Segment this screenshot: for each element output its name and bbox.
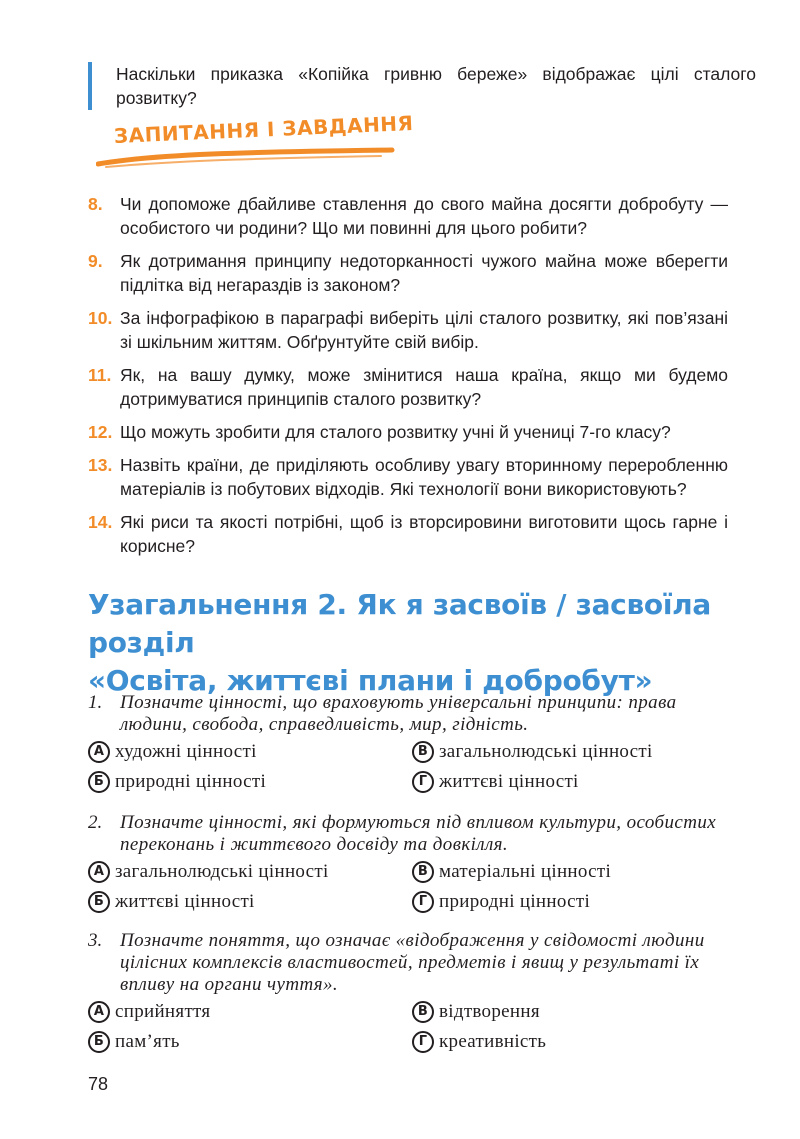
answer-option[interactable]	[88, 1000, 412, 1024]
test-question-text: Позначте поняття, що означає «відображення у свідомості людини цілісних комплексів властивостей, предметів і явищ у результаті їх впливу на органи чуття».	[120, 930, 705, 995]
question-number: 13.	[88, 455, 113, 475]
question-item	[88, 249, 728, 297]
answer-option[interactable]	[88, 890, 412, 914]
question-text: Як дотримання принципу недоторканності чужого майна може вберегти підлітка від негараздів із законом?	[120, 251, 728, 295]
question-number: 9.	[88, 251, 103, 271]
option-text: сприйняття	[115, 1001, 211, 1022]
option-text: креативність	[439, 1031, 547, 1052]
test-question-prompt	[88, 692, 728, 736]
test-question-text: Позначте цінності, які формуються під впливом культури, особистих переконань і життєвого досвіду та довкілля.	[120, 812, 717, 855]
option-text: життєві цінності	[115, 891, 255, 912]
test-question-text: Позначте цінності, що враховують універсальні принципи: права людини, свобода, справедливість, мир, гідність.	[120, 692, 677, 735]
summary-title-line-2: «Освіта, життєві плани і добробут»	[88, 664, 653, 697]
answer-options	[88, 860, 728, 914]
question-item	[88, 192, 728, 240]
answer-option[interactable]	[412, 1030, 728, 1054]
answer-options	[88, 1000, 728, 1054]
question-number: 12.	[88, 422, 113, 442]
answer-option[interactable]	[412, 890, 728, 914]
question-item	[88, 510, 728, 558]
option-text: природні цінності	[115, 771, 267, 792]
answer-option[interactable]	[88, 770, 412, 794]
option-letter-badge: В	[412, 1001, 434, 1023]
callout-text: Наскільки приказка «Копійка гривню береже» відображає цілі сталого розвитку?	[116, 64, 756, 108]
answer-option[interactable]	[412, 860, 728, 884]
option-letter-badge: А	[88, 741, 110, 763]
test-question-prompt	[88, 930, 728, 996]
question-text: За інфографікою в параграфі виберіть цілі сталого розвитку, які пов’язані зі шкільним життям. Обґрунтуйте свій вибір.	[120, 308, 728, 352]
question-item	[88, 420, 728, 444]
test-question-prompt	[88, 812, 728, 856]
page-number: 78	[88, 1074, 109, 1094]
answer-option[interactable]	[88, 1030, 412, 1054]
option-text: життєві цінності	[439, 771, 579, 792]
answer-options	[88, 740, 728, 794]
option-letter-badge: А	[88, 1001, 110, 1023]
answer-option[interactable]	[88, 860, 412, 884]
option-text: природні цінності	[439, 891, 591, 912]
answer-option[interactable]	[412, 770, 728, 794]
test-question-number: 2.	[88, 812, 103, 833]
option-letter-badge: Г	[412, 1031, 434, 1053]
test-question-1	[88, 692, 728, 794]
summary-title-line-1: Узагальнення 2. Як я засвоїв / засвоїла розділ	[88, 588, 711, 659]
question-item	[88, 306, 728, 354]
answer-option[interactable]	[412, 740, 728, 764]
option-letter-badge: В	[412, 741, 434, 763]
question-text: Що можуть зробити для сталого розвитку учні й учениці 7-го класу?	[120, 422, 671, 442]
option-letter-badge: Б	[88, 891, 110, 913]
option-text: відтворення	[439, 1001, 540, 1022]
option-text: пам’ять	[115, 1031, 180, 1052]
option-letter-badge: А	[88, 861, 110, 883]
option-text: художні цінності	[115, 741, 257, 762]
option-letter-badge: В	[412, 861, 434, 883]
heading-brush-underline	[96, 146, 396, 170]
reflection-callout	[88, 62, 756, 110]
question-number: 8.	[88, 194, 103, 214]
answer-option[interactable]	[88, 740, 412, 764]
option-letter-badge: Г	[412, 891, 434, 913]
test-question-number: 1.	[88, 692, 103, 713]
question-number: 14.	[88, 512, 113, 532]
option-text: загальнолюдські цінності	[439, 741, 653, 762]
questions-heading: ЗАПИТАННЯ І ЗАВДАННЯ	[113, 110, 414, 148]
question-item	[88, 363, 728, 411]
option-letter-badge: Б	[88, 1031, 110, 1053]
option-text: матеріальні цінності	[439, 861, 612, 882]
summary-title	[88, 586, 748, 700]
questions-list	[88, 192, 728, 567]
question-text: Як, на вашу думку, може змінитися наша країна, якщо ми будемо дотримуватися принципів сталого розвитку?	[120, 365, 728, 409]
question-text: Які риси та якості потрібні, щоб із вторсировини виготовити щось гарне і корисне?	[120, 512, 728, 556]
option-letter-badge: Б	[88, 771, 110, 793]
question-text: Назвіть країни, де приділяють особливу увагу вторинному переробленню матеріалів із побутових відходів. Які технології вони використовують?	[120, 455, 728, 499]
answer-option[interactable]	[412, 1000, 728, 1024]
option-text: загальнолюдські цінності	[115, 861, 329, 882]
question-text: Чи допоможе дбайливе ставлення до свого майна досягти добробуту — особистого чи родини? Що ми повинні для цього робити?	[120, 194, 728, 238]
test-question-2	[88, 812, 728, 914]
test-question-3	[88, 930, 728, 1054]
option-letter-badge: Г	[412, 771, 434, 793]
question-number: 11.	[88, 365, 112, 385]
question-number: 10.	[88, 308, 113, 328]
question-item	[88, 453, 728, 501]
test-question-number: 3.	[88, 930, 103, 951]
